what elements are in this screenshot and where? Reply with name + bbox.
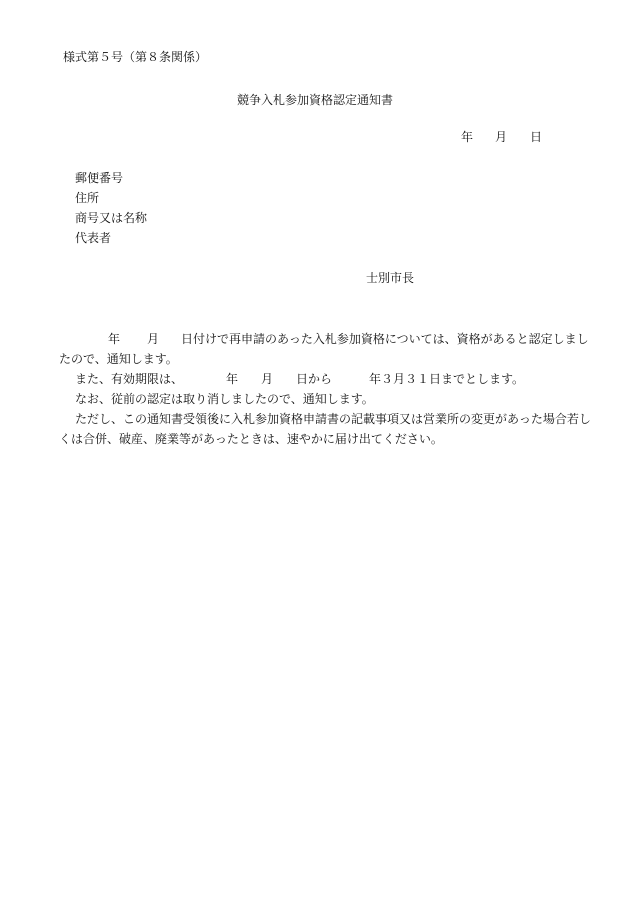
document-title: 競争入札参加資格認定通知書 — [236, 93, 393, 107]
body-line-1-text: 日付けで再申請のあった入札参加資格については、資格があると認定しまし — [181, 332, 589, 346]
date-day-label: 日 — [530, 130, 543, 144]
body-line-3-month: 月 — [261, 372, 274, 386]
body-line-3-lead: また、有効期限は、 — [75, 372, 184, 386]
body-line-5: ただし、この通知書受領後に入札参加資格申請書の記載事項又は営業所の変更があった場合若し — [75, 412, 591, 426]
body-line-3-from: 日から — [296, 372, 333, 386]
recipient-representative-label: 代表者 — [75, 231, 112, 245]
body-line-4: なお、従前の認定は取り消しましたので、通知します。 — [75, 392, 374, 406]
date-month-label: 月 — [495, 130, 508, 144]
date-year-label: 年 — [461, 130, 474, 144]
body-line-3-year: 年 — [226, 372, 239, 386]
body-line-3-end: 年３月３１日までとします。 — [369, 372, 525, 386]
body-line-1-year: 年 — [108, 332, 121, 346]
form-number: 様式第５号（第８条関係） — [63, 50, 208, 64]
recipient-trade-name-label: 商号又は名称 — [75, 211, 148, 225]
body-line-6: くは合併、破産、廃業等があったときは、速やかに届け出てください。 — [59, 432, 443, 446]
recipient-address-label: 住所 — [75, 191, 100, 205]
body-line-2: たので、通知します。 — [59, 352, 178, 366]
recipient-postal-label: 郵便番号 — [75, 171, 124, 185]
body-line-1-month: 月 — [147, 332, 160, 346]
issuer-name: 士別市長 — [366, 271, 415, 285]
